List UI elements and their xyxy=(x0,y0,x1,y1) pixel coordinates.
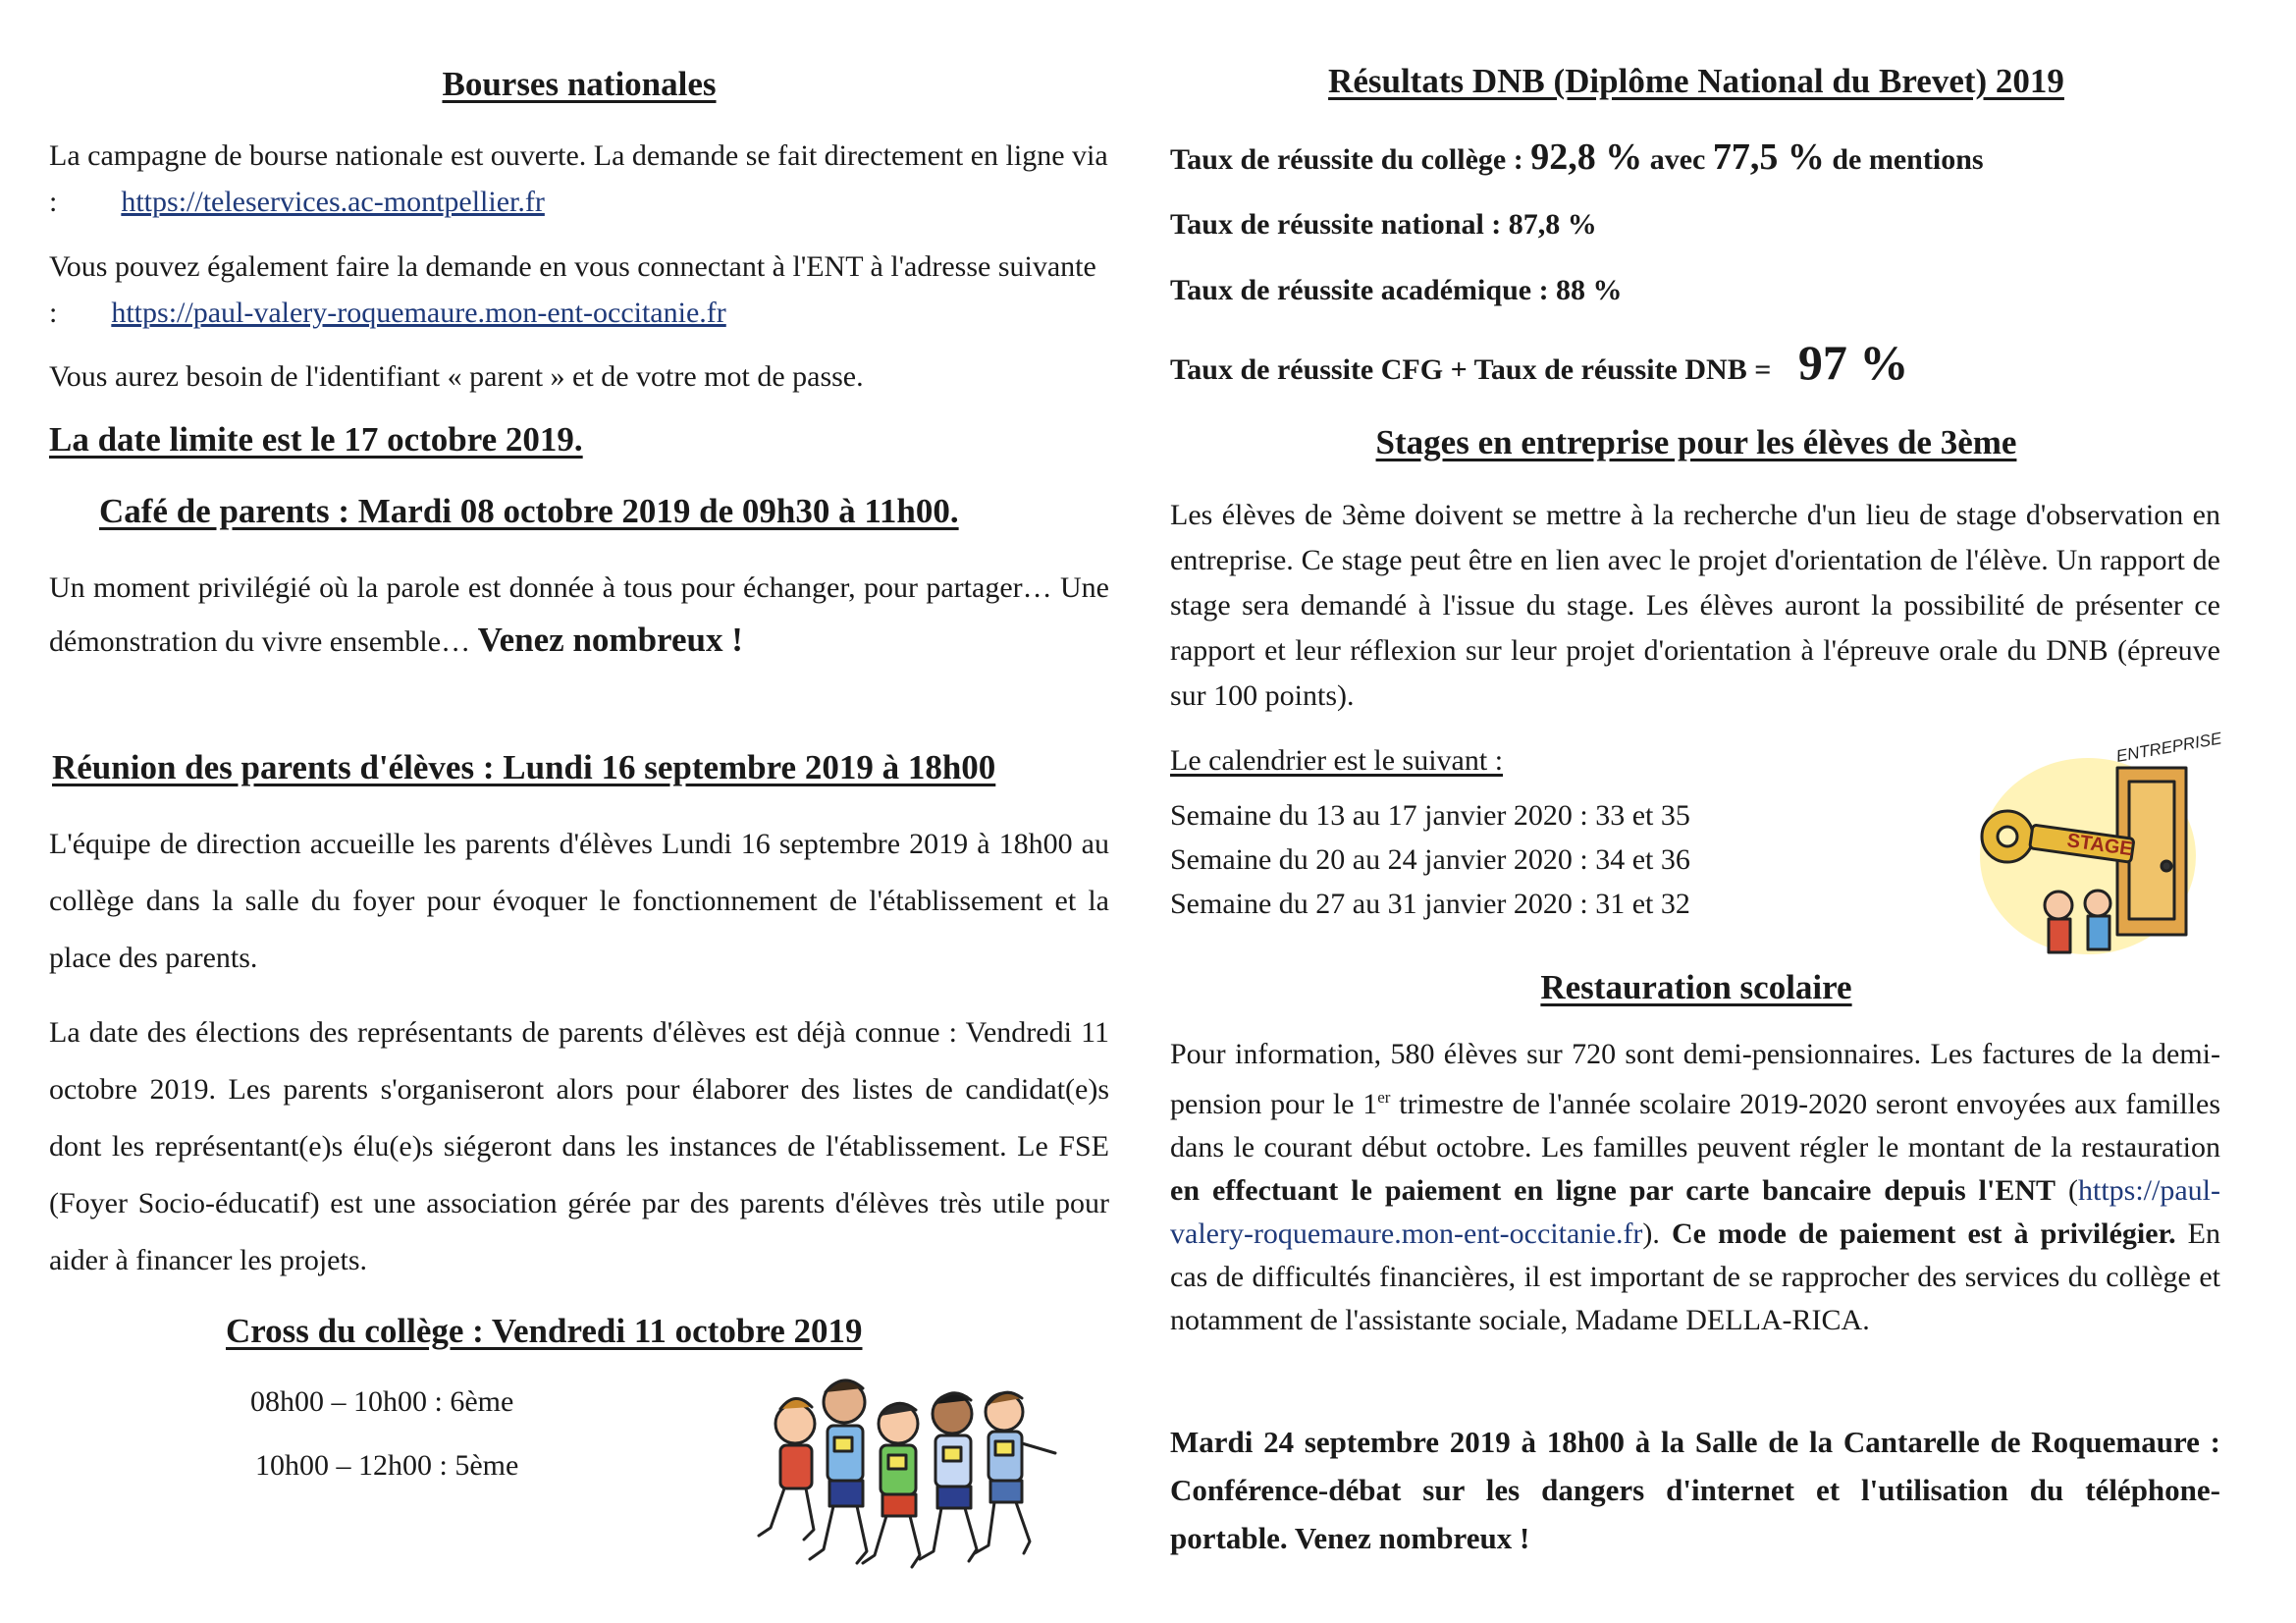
cross-schedule-5eme: 10h00 – 12h00 : 5ème xyxy=(255,1449,519,1482)
college-rate-label: Taux de réussite du collège : xyxy=(1170,143,1523,176)
calendar-week-2: Semaine du 20 au 24 janvier 2020 : 34 et 36 xyxy=(1170,843,1690,876)
stage-key-illustration xyxy=(1970,729,2223,964)
restauration-ent-link[interactable]: https://paul-valery-roquemaure.mon-ent-occitanie.fr xyxy=(1170,1174,2220,1250)
cafe-text: Un moment privilégié où la parole est donnée à tous pour échanger, pour partager… Une démonstration du vivre ensemble… xyxy=(49,571,1109,658)
mentions-label: de mentions xyxy=(1832,143,1984,176)
restauration-text-5: En cas de difficultés financières, il est important de se rapprocher des services du collège et notamment de l'assistante sociale, Madame DELLA-RICA. xyxy=(1170,1217,2220,1336)
calendar-week-3: Semaine du 27 au 31 janvier 2020 : 31 et 32 xyxy=(1170,888,1690,920)
cafe-paragraph xyxy=(49,562,1109,668)
cross-title: Cross du collège : Vendredi 11 octobre 2019 xyxy=(226,1312,863,1350)
reunion-paragraph-1: L'équipe de direction accueille les parents d'élèves Lundi 16 septembre 2019 à 18h00 au collège dans la salle du foyer pour évoquer le fonctionnement de l'établissement et la place des parents. xyxy=(49,828,1109,974)
conference-announcement: Mardi 24 septembre 2019 à 18h00 à la Salle de la Cantarelle de Roquemaure : Conférence-débat sur les dangers d'internet et l'utilisation du téléphone-portable. Venez nombreux ! xyxy=(1170,1425,2220,1555)
ent-link[interactable]: https://paul-valery-roquemaure.mon-ent-occitanie.fr xyxy=(111,297,726,329)
door-label: ENTREPRISE xyxy=(2114,729,2223,766)
restauration-text-2: trimestre de l'année scolaire 2019-2020 seront envoyées aux familles dans le courant début octobre. Les familles peuvent régler le montant de la restauration xyxy=(1170,1088,2221,1163)
reunion-title: Réunion des parents d'élèves : Lundi 16 septembre 2019 à 18h00 xyxy=(52,748,996,786)
restauration-bold-1: en effectuant le paiement en ligne par carte bancaire depuis l'ENT xyxy=(1170,1174,2056,1207)
dnb-college-rate-line xyxy=(1170,135,1984,179)
cross-schedule-6eme: 08h00 – 10h00 : 6ème xyxy=(250,1385,514,1418)
dnb-national-rate: Taux de réussite national : 87,8 % xyxy=(1170,208,1597,241)
restauration-text-1: Pour information, 580 élèves sur 720 sont demi-pensionnaires. Les factures de la demi-pension pour le 1 xyxy=(1170,1038,2220,1120)
bourses-paragraph-1 xyxy=(49,133,1109,225)
restauration-title: Restauration scolaire xyxy=(1540,968,1852,1006)
bourses-paragraph-3: Vous aurez besoin de l'identifiant « parent » et de votre mot de passe. xyxy=(49,360,864,393)
restauration-text-4: ). xyxy=(1642,1217,1672,1250)
restauration-paragraph xyxy=(1170,1033,2220,1342)
calendar-week-1: Semaine du 13 au 17 janvier 2020 : 33 et 35 xyxy=(1170,799,1690,832)
cfg-rate-value: 97 % xyxy=(1797,335,1909,390)
bourses-title: Bourses nationales xyxy=(442,65,717,103)
calendar-label: Le calendrier est le suivant : xyxy=(1170,744,1504,777)
bourses-p1-text: La campagne de bourse nationale est ouverte. La demande se fait directement en ligne via : xyxy=(49,139,1108,218)
runners-illustration xyxy=(751,1365,1085,1591)
reunion-paragraph-2: La date des élections des représentants de parents d'élèves est déjà connue : Vendredi 11 octobre 2019. Les parents s'organiseront alors pour élaborer des listes de candidat(e)s dont les représentant(e)s élu(e)s siégeront dans les instances de l'établissement. Le FSE (Foyer Socio-éducatif) est une association gérée par des parents d'élèves très utile pour aider à financer les projets. xyxy=(49,1016,1109,1276)
dnb-cfg-line xyxy=(1170,334,1908,391)
bourses-p2-text: Vous pouvez également faire la demande en vous connectant à l'ENT à l'adresse suivante : xyxy=(49,250,1096,329)
stages-title: Stages en entreprise pour les élèves de 3ème xyxy=(1375,423,2017,461)
bourses-deadline: La date limite est le 17 octobre 2019. xyxy=(49,420,583,459)
stages-paragraph: Les élèves de 3ème doivent se mettre à la recherche d'un lieu de stage d'observation en entreprise. Ce stage peut être en lien avec le projet d'orientation de l'élève. Un rapport de stage sera demandé à l'issue du stage. Les élèves auront la possibilité de présenter ce rapport et leur réflexion sur leur projet d'orientation à l'épreuve orale du DNB (épreuve sur 100 points). xyxy=(1170,499,2220,712)
restauration-text-3: ( xyxy=(2056,1174,2078,1207)
cafe-emphasis: Venez nombreux ! xyxy=(477,621,743,659)
mentions-rate-value: 77,5 % xyxy=(1712,136,1825,178)
dnb-title: Résultats DNB (Diplôme National du Brevet) 2019 xyxy=(1328,62,2064,100)
key-label: STAGE xyxy=(2065,830,2135,861)
college-with-label: avec xyxy=(1649,143,1706,176)
bourses-paragraph-2 xyxy=(49,243,1109,336)
college-rate-value: 92,8 % xyxy=(1530,136,1643,178)
cfg-label: Taux de réussite CFG + Taux de réussite DNB = xyxy=(1170,353,1772,386)
restauration-sup: er xyxy=(1377,1088,1391,1107)
teleservices-link[interactable]: https://teleservices.ac-montpellier.fr xyxy=(121,186,545,218)
cafe-title: Café de parents : Mardi 08 octobre 2019 de 09h30 à 11h00. xyxy=(99,492,959,530)
restauration-bold-2: Ce mode de paiement est à privilégier. xyxy=(1671,1217,2176,1250)
dnb-academique-rate: Taux de réussite académique : 88 % xyxy=(1170,274,1623,306)
